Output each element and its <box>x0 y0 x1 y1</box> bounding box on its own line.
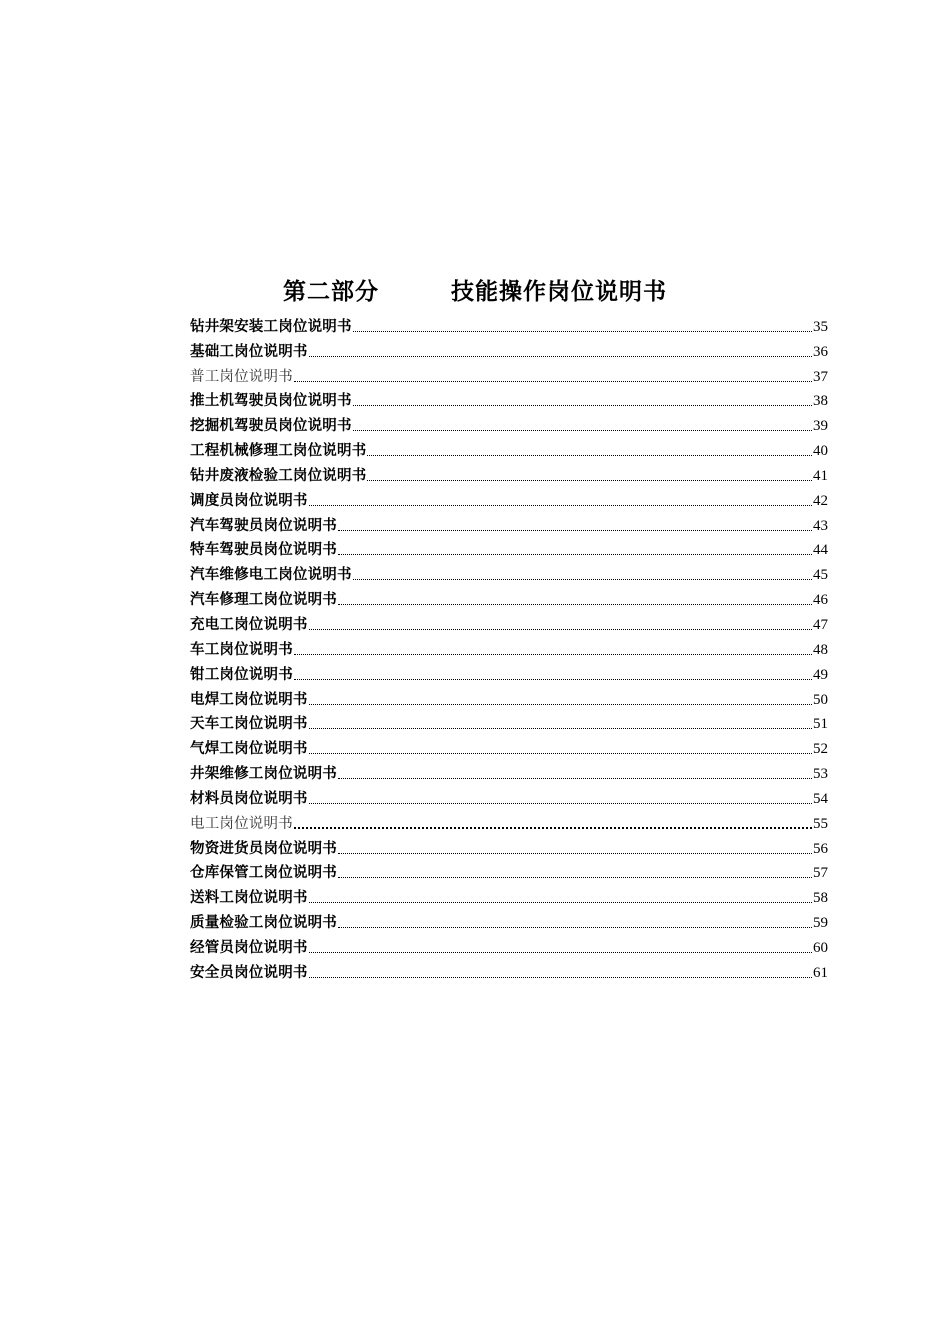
toc-leader-dots <box>309 704 812 705</box>
toc-entry-page: 44 <box>813 542 828 559</box>
toc-entry-title: 普工岗位说明书 <box>190 368 293 385</box>
toc-leader-dots <box>294 381 812 382</box>
toc-entry-title: 仓库保管工岗位说明书 <box>190 864 337 882</box>
toc-entry[interactable] <box>190 511 828 536</box>
toc-entry-page: 53 <box>813 766 828 783</box>
toc-entry-page: 49 <box>813 666 828 683</box>
toc-entry-page: 59 <box>813 915 828 932</box>
toc-leader-dots <box>367 455 812 456</box>
toc-leader-dots <box>353 579 812 580</box>
toc-entry-page: 57 <box>813 865 828 882</box>
toc-entry-title: 汽车修理工岗位说明书 <box>190 591 337 609</box>
toc-entry-title: 钻井架安装工岗位说明书 <box>190 317 352 335</box>
toc-entry-title: 推土机驾驶员岗位说明书 <box>190 392 352 410</box>
toc-entry[interactable] <box>190 337 828 362</box>
toc-entry-title: 送料工岗位说明书 <box>190 889 308 907</box>
table-of-contents <box>190 312 828 983</box>
toc-leader-dots <box>309 629 812 630</box>
toc-entry-page: 54 <box>813 790 828 807</box>
toc-entry-title: 电工岗位说明书 <box>190 815 293 832</box>
toc-entry-page: 38 <box>813 393 828 410</box>
toc-leader-dots <box>294 654 812 655</box>
toc-entry-page: 48 <box>813 641 828 658</box>
toc-leader-dots <box>294 827 812 829</box>
toc-entry-page: 52 <box>813 741 828 758</box>
toc-entry[interactable] <box>190 536 828 561</box>
toc-entry-title: 经管员岗位说明书 <box>190 938 308 956</box>
toc-leader-dots <box>309 505 812 506</box>
toc-entry-page: 36 <box>813 343 828 360</box>
toc-leader-dots <box>309 952 812 953</box>
toc-entry-page: 39 <box>813 418 828 435</box>
toc-entry-title: 车工岗位说明书 <box>190 640 293 658</box>
toc-entry-page: 37 <box>813 368 828 385</box>
toc-entry-page: 56 <box>813 840 828 857</box>
toc-entry-title: 特车驾驶员岗位说明书 <box>190 541 337 559</box>
toc-entry-page: 58 <box>813 890 828 907</box>
toc-leader-dots <box>367 480 812 481</box>
toc-entry-title: 工程机械修理工岗位说明书 <box>190 442 367 460</box>
toc-entry[interactable] <box>190 411 828 436</box>
toc-entry-page: 50 <box>813 691 828 708</box>
toc-leader-dots <box>309 356 812 357</box>
toc-leader-dots <box>353 430 812 431</box>
toc-entry-title: 钳工岗位说明书 <box>190 665 293 683</box>
toc-entry-title: 挖掘机驾驶员岗位说明书 <box>190 417 352 435</box>
toc-entry[interactable] <box>190 958 828 983</box>
toc-entry-title: 天车工岗位说明书 <box>190 715 308 733</box>
toc-entry-page: 42 <box>813 492 828 509</box>
toc-entry-page: 43 <box>813 517 828 534</box>
toc-entry-page: 40 <box>813 443 828 460</box>
toc-entry-title: 质量检验工岗位说明书 <box>190 914 337 932</box>
toc-leader-dots <box>353 331 812 332</box>
toc-leader-dots <box>338 778 812 779</box>
toc-entry[interactable] <box>190 759 828 784</box>
toc-leader-dots <box>338 604 812 605</box>
toc-entry-title: 充电工岗位说明书 <box>190 615 308 633</box>
toc-entry[interactable] <box>190 685 828 710</box>
toc-leader-dots <box>338 530 812 531</box>
toc-leader-dots <box>309 902 812 903</box>
toc-entry-page: 47 <box>813 616 828 633</box>
toc-entry-page: 35 <box>813 318 828 335</box>
toc-leader-dots <box>353 405 812 406</box>
toc-entry[interactable] <box>190 660 828 685</box>
toc-entry-page: 46 <box>813 592 828 609</box>
toc-leader-dots <box>294 679 812 680</box>
toc-entry-title: 调度员岗位说明书 <box>190 491 308 509</box>
toc-leader-dots <box>338 877 812 878</box>
toc-entry-page: 51 <box>813 716 828 733</box>
toc-entry[interactable] <box>190 635 828 660</box>
toc-entry[interactable] <box>190 560 828 585</box>
toc-entry[interactable] <box>190 486 828 511</box>
toc-entry-title: 电焊工岗位说明书 <box>190 690 308 708</box>
toc-leader-dots <box>338 554 812 555</box>
toc-entry[interactable] <box>190 436 828 461</box>
toc-entry[interactable] <box>190 610 828 635</box>
toc-entry[interactable] <box>190 734 828 759</box>
toc-leader-dots <box>338 853 812 854</box>
toc-entry[interactable] <box>190 710 828 735</box>
toc-entry[interactable] <box>190 461 828 486</box>
toc-entry[interactable] <box>190 784 828 809</box>
toc-leader-dots <box>338 927 812 928</box>
toc-entry[interactable] <box>190 387 828 412</box>
toc-leader-dots <box>309 753 812 754</box>
toc-entry-title: 汽车维修电工岗位说明书 <box>190 566 352 584</box>
toc-entry[interactable] <box>190 362 828 387</box>
toc-entry-page: 55 <box>813 815 828 832</box>
toc-entry[interactable] <box>190 883 828 908</box>
toc-entry-title: 井架维修工岗位说明书 <box>190 765 337 783</box>
toc-entry-title: 基础工岗位说明书 <box>190 342 308 360</box>
page-title: 第二部分 技能操作岗位说明书 <box>282 279 668 306</box>
toc-entry-page: 60 <box>813 939 828 956</box>
toc-leader-dots <box>309 977 812 978</box>
toc-entry-title: 气焊工岗位说明书 <box>190 740 308 758</box>
toc-entry-title: 物资进货员岗位说明书 <box>190 839 337 857</box>
toc-entry[interactable] <box>190 933 828 958</box>
toc-entry[interactable] <box>190 908 828 933</box>
toc-entry-title: 钻井废液检验工岗位说明书 <box>190 466 367 484</box>
toc-entry-title: 材料员岗位说明书 <box>190 789 308 807</box>
toc-entry-page: 41 <box>813 467 828 484</box>
toc-entry[interactable] <box>190 585 828 610</box>
toc-entry-title: 安全员岗位说明书 <box>190 963 308 981</box>
toc-entry-page: 45 <box>813 567 828 584</box>
toc-leader-dots <box>309 803 812 804</box>
toc-entry[interactable] <box>190 834 828 859</box>
toc-entry[interactable] <box>190 312 828 337</box>
toc-leader-dots <box>309 728 812 729</box>
toc-entry-title: 汽车驾驶员岗位说明书 <box>190 516 337 534</box>
toc-entry[interactable] <box>190 859 828 884</box>
toc-entry[interactable] <box>190 809 828 834</box>
toc-entry-page: 61 <box>813 964 828 981</box>
